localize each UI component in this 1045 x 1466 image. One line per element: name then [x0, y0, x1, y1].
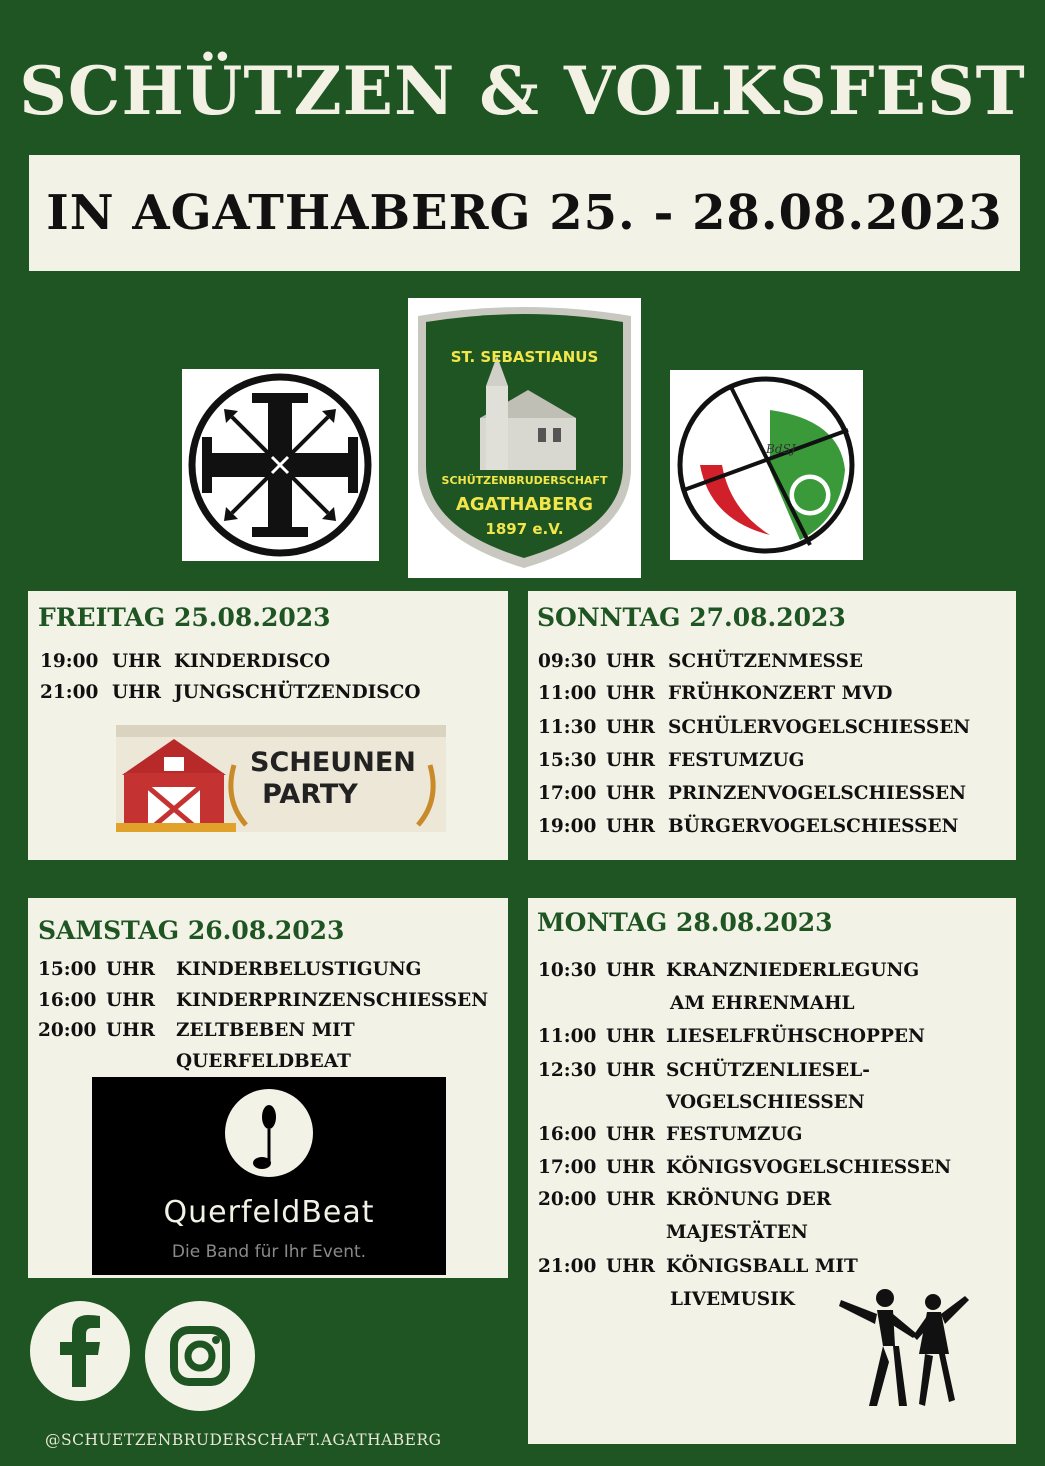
bdsj-logo: [670, 370, 863, 560]
subtitle-box: [29, 155, 1020, 271]
sunday-panel: SONNTAG 27.08.2023 09:30 UHR SCHÜTZENMESSE 11:00 UHR FRÜHKONZERT MVD 11:30 UHR SCHÜLERVOGELSCHIESSEN 15:30 UHR FESTUMZUG 17:00 UHR PRINZENVOGELSCHIESSEN 19:00 UHR BÜRGERVOGELSCHIESSEN: [528, 591, 1016, 860]
scheunenparty-text: SCHEUNEN PARTY: [250, 747, 416, 810]
facebook-icon[interactable]: [30, 1301, 130, 1401]
social-handle[interactable]: @SCHUETZENBRUDERSCHAFT.AGATHABERG: [45, 1431, 442, 1449]
bruderschaft-shield-logo: [408, 298, 641, 578]
instagram-icon[interactable]: [145, 1301, 255, 1411]
subtitle: IN AGATHABERG 25. - 28.08.2023: [46, 185, 1003, 241]
scheunenparty-banner: [116, 725, 446, 832]
sunday-heading: SONNTAG 27.08.2023: [537, 603, 846, 632]
cross-arrows-logo: [182, 369, 379, 561]
bdsj-badge-text: BdSJ: [766, 442, 796, 456]
saturday-heading: SAMSTAG 26.08.2023: [38, 916, 345, 945]
page-title: SCHÜTZEN & VOLKSFEST: [19, 52, 1026, 130]
band-name: QuerfeldBeat: [163, 1195, 375, 1230]
logo-text-line1: ST. SEBASTIANUS: [450, 348, 599, 366]
monday-panel: MONTAG 28.08.2023 10:30 UHR KRANZNIEDERLEGUNG AM EHRENMAHL 11:00 UHR LIESELFRÜHSCHOPPEN 12:30 UHR SCHÜTZENLIESEL- VOGELSCHIESSEN 16:00 UHR FESTUMZUG 17:00 UHR KÖNIGSVOGELSCHIESSEN 20:00 UHR KRÖNUNG DER MAJESTÄTEN 21:00 UHR KÖNIGSBALL MIT LIVEMUSIK: [528, 898, 1016, 1444]
querfeldbeat-banner: [92, 1077, 446, 1275]
logo-text-line2: SCHÜTZENBRUDERSCHAFT: [441, 474, 608, 487]
friday-heading: FREITAG 25.08.2023: [38, 603, 331, 632]
logo-text-line4: 1897 e.V.: [485, 520, 564, 538]
band-tagline: Die Band für Ihr Event.: [171, 1242, 367, 1262]
dancing-couple-icon: [833, 1284, 973, 1414]
logo-text-line3: AGATHABERG: [455, 494, 594, 515]
monday-heading: MONTAG 28.08.2023: [537, 908, 833, 937]
saturday-panel: SAMSTAG 26.08.2023 15:00 UHR KINDERBELUSTIGUNG 16:00 UHR KINDERPRINZENSCHIESSEN 20:00 UHR ZELTBEBEN MIT QUERFELDBEAT: [28, 898, 508, 1278]
friday-panel: FREITAG 25.08.2023 19:00 UHR KINDERDISCO 21:00 UHR JUNGSCHÜTZENDISCO: [28, 591, 508, 860]
